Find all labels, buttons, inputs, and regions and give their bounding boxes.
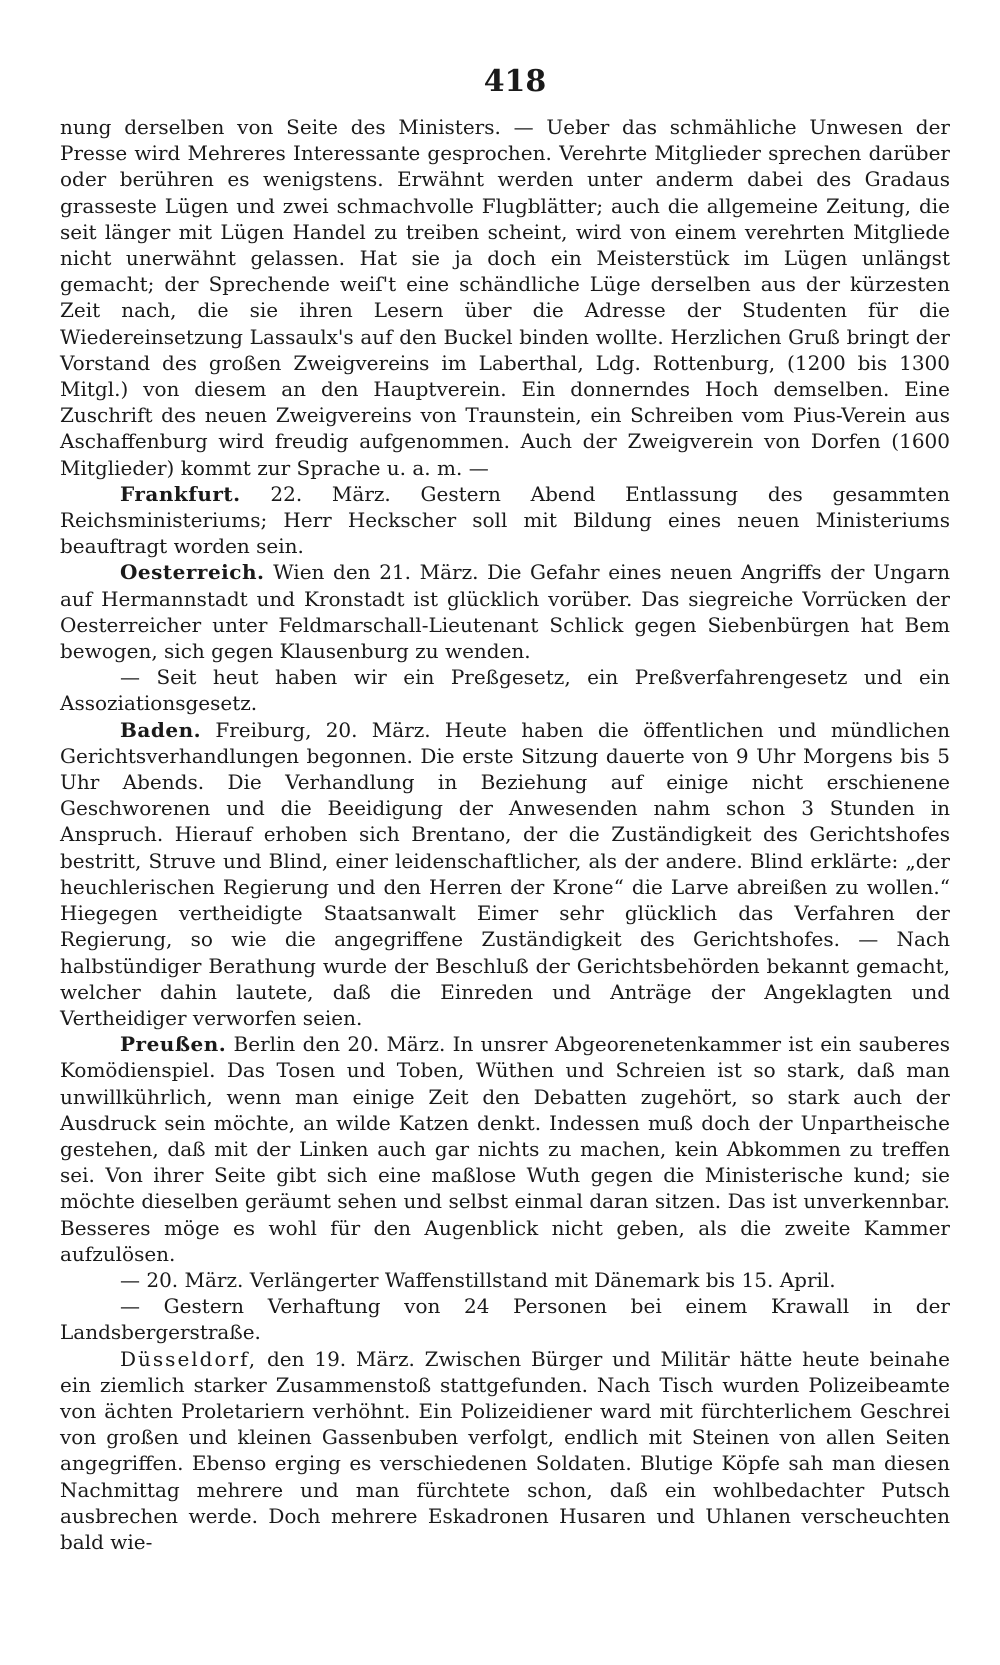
section-heading-duesseldorf: Düsseldorf, <box>120 1346 258 1371</box>
paragraph-preussen <box>60 1031 950 1267</box>
paragraph-text: Wien den 21. März. Die Gefahr eines neuen Angriffs der Ungarn auf Hermannstadt und Kronstadt ist glücklich vorüber. Das siegreiche Vorrücken der Oesterreicher unter Feldmarschall-Lieutenant Schlick gegen Siebenbürgen hat Bem bewogen, sich gegen Klausenburg zu wenden. <box>60 560 950 664</box>
paragraph-text: — Seit heut haben wir ein Preßgesetz, ein Preßverfahrengesetz und ein Assoziationsgesetz. <box>60 665 950 716</box>
section-heading-baden: Baden. <box>120 717 202 742</box>
paragraph-text: Berlin den 20. März. In unsrer Abgeorenetenkammer ist ein sauberes Komödienspiel. Das Tosen und Toben, Wüthen und Schreien ist so stark, daß man unwillkührlich, wenn man einige Zeit den Debatten zugehört, so stark auch der Ausdruck sein möchte, an wilde Katzen denkt. Indessen muß doch der Unpartheische gestehen, daß mit der Linken auch gar nichts zu machen, kein Abkommen zu treffen sei. Von ihrer Seite gibt sich eine maßlose Wuth gegen die Ministerische kund; sie möchte dieselben geräumt sehen und selbst einmal daran sitzen. Das ist unverkennbar. Besseres möge es wohl für den Augenblick nicht geben, als die zweite Kammer aufzulösen. <box>60 1032 951 1266</box>
page-number: 418 <box>483 64 547 99</box>
paragraph-duesseldorf <box>60 1346 950 1556</box>
paragraph-pressgesetz <box>60 664 950 716</box>
paragraph-ministers-report <box>60 114 950 481</box>
paragraph-text: Freiburg, 20. März. Heute haben die öffentlichen und mündlichen Gerichtsverhandlungen begonnen. Die erste Sitzung dauerte von 9 Uhr Morgens bis 5 Uhr Abends. Die Verhandlung in Beziehung auf einige nicht erschienene Geschworenen und die Beeidigung der Anwesenden nahm schon 3 Stunden in Anspruch. Hierauf erhoben sich Brentano, der die Zuständigkeit des Gerichtshofes bestritt, Struve und Blind, einer leidenschaftlicher, als der andere. Blind erklärte: „der heuchlerischen Regierung und den Herren der Krone“ die Larve abreißen zu wollen.“ Hiegegen vertheidigte Staatsanwalt Eimer sehr glücklich das Verfahren der Regierung, so wie die angegriffene Zuständigkeit des Gerichtshofes. — Nach halbstündiger Berathung wurde der Beschluß der Gerichtsbehörden bekannt gemacht, welcher dahin lautete, daß die Einreden und Anträge der Angeklagten und Vertheidiger verworfen seien. <box>60 717 950 1030</box>
paragraph-text: 22. März. Gestern Abend Entlassung des gesammten Reichsministeriums; Herr Heckscher soll mit Bildung eines neuen Ministeriums beauftragt worden sein. <box>60 481 950 559</box>
section-heading-oesterreich: Oesterreich. <box>120 560 265 585</box>
paragraph-waffenstillstand <box>60 1267 950 1293</box>
paragraph-verhaftung <box>60 1293 950 1345</box>
paragraph-oesterreich <box>60 559 950 664</box>
section-heading-preussen: Preußen. <box>120 1032 227 1057</box>
section-heading-frankfurt: Frankfurt. <box>120 481 241 506</box>
paragraph-text: den 19. März. Zwischen Bürger und Militär hätte heute beinahe ein ziemlich starker Zusammenstoß stattgefunden. Nach Tisch wurden Polizeibeamte von ächten Proletariern verhöhnt. Ein Polizeidiener ward mit fürchterlichem Geschrei von großen und kleinen Gassenbuben verfolgt, endlich mit Steinen von allen Seiten angegriffen. Ebenso erging es verschiedenen Soldaten. Blutige Köpfe sah man diesen Nachmittag mehrere und man fürchtete schon, daß ein wohlbedachter Putsch ausbrechen werde. Doch mehrere Eskadronen Husaren und Uhlanen verscheuchten bald wie- <box>60 1346 950 1554</box>
paragraph-text: — Gestern Verhaftung von 24 Personen bei einem Krawall in der Landsbergerstraße. <box>60 1294 950 1345</box>
paragraph-text: — 20. März. Verlängerter Waffenstillstand mit Dänemark bis 15. April. <box>120 1267 836 1292</box>
paragraph-baden <box>60 717 950 1031</box>
paragraph-text: nung derselben von Seite des Ministers. — Ueber das schmähliche Unwesen der Presse wird Mehreres Interessante gesprochen. Verehrte Mitglieder sprechen darüber oder berühren es wenigstens. Erwähnt werden unter anderm dabei des Gradaus grasseste Lügen und zwei schmachvolle Flugblätter; auch die allgemeine Zeitung, die seit länger mit Lügen Handel zu treiben scheint, wird von einem verehrten Mitgliede nicht unerwähnt gelassen. Hat sie ja doch ein Meisterstück im Lügen unlängst gemacht; der Sprechende weiſ't eine schändliche Lüge derselben aus der kürzesten Zeit nach, die sie ihren Lesern über die Adresse der Studenten für die Wiedereinsetzung Lassaulx's auf den Buckel binden wollte. Herzlichen Gruß bringt der Vorstand des großen Zweigvereins im Laberthal, Ldg. Rottenburg, (1200 bis 1300 Mitgl.) von diesem an den Hauptverein. Ein donnerndes Hoch demselben. Eine Zuschrift des neuen Zweigvereins von Traunstein, ein Schreiben vom Pius-Verein aus Aschaffenburg wird freudig aufgenommen. Auch der Zweigverein von Dorfen (1600 Mitglieder) kommt zur Sprache u. a. m. — <box>60 115 950 480</box>
paragraph-frankfurt <box>60 481 950 560</box>
article-body <box>60 114 950 1555</box>
